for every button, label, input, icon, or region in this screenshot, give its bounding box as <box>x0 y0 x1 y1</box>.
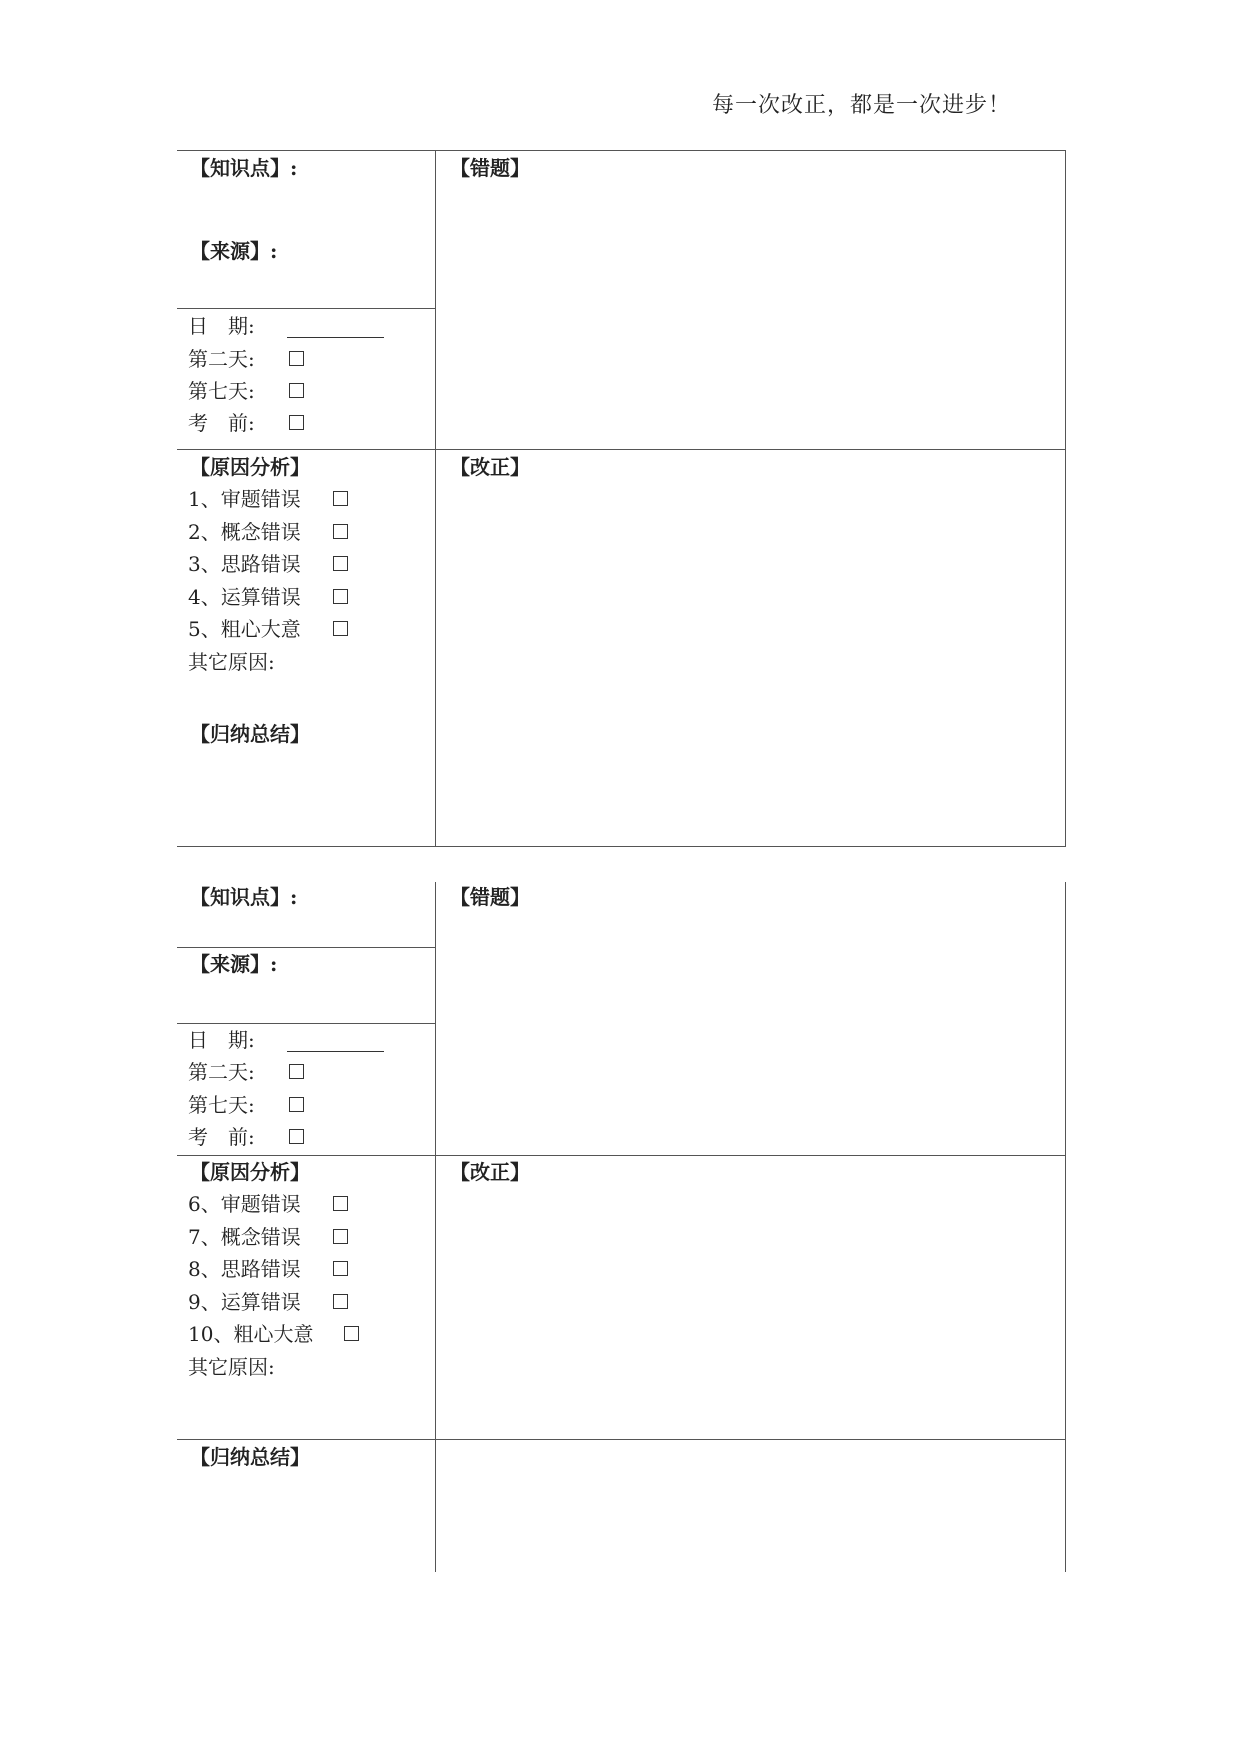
sheet2-right-border <box>1065 882 1066 1572</box>
reason-checkbox[interactable] <box>344 1326 359 1341</box>
reason-item: 5、粗心大意 <box>188 617 301 641</box>
date-field[interactable] <box>287 336 384 338</box>
sheet2-knowledge-divider <box>177 947 435 948</box>
reason-checkbox[interactable] <box>333 1229 348 1244</box>
exam-checkbox[interactable] <box>289 415 304 430</box>
sheet2-summary-divider <box>177 1439 1066 1440</box>
reason-item: 1、审题错误 <box>188 487 301 511</box>
reason-item: 2、概念错误 <box>188 520 301 544</box>
correction-area[interactable] <box>436 480 1065 845</box>
day2-checkbox[interactable] <box>289 351 304 366</box>
reason-item: 10、粗心大意 <box>188 1322 314 1346</box>
correction-label: 【改正】 <box>450 455 530 479</box>
day2-label: 第二天: <box>188 1060 255 1084</box>
reason-checkbox[interactable] <box>333 524 348 539</box>
day7-label: 第七天: <box>188 1093 255 1117</box>
wrong-question-area[interactable] <box>436 910 1065 1154</box>
sheet1-top-border <box>177 150 1066 151</box>
date-label: 日 期: <box>188 1028 255 1052</box>
day2-checkbox[interactable] <box>289 1064 304 1079</box>
source-label: 【来源】: <box>190 239 278 263</box>
reason-checkbox[interactable] <box>333 589 348 604</box>
knowledge-point-label: 【知识点】: <box>190 885 298 909</box>
cause-analysis-label: 【原因分析】 <box>190 1160 310 1184</box>
wrong-question-label: 【错题】 <box>450 885 530 909</box>
day7-label: 第七天: <box>188 379 255 403</box>
knowledge-point-label: 【知识点】: <box>190 156 298 180</box>
reason-item: 3、思路错误 <box>188 552 301 576</box>
exam-checkbox[interactable] <box>289 1129 304 1144</box>
correction-area[interactable] <box>436 1185 1065 1438</box>
reason-item: 9、运算错误 <box>188 1290 301 1314</box>
sheet1-left-divider <box>177 308 435 309</box>
correction-label: 【改正】 <box>450 1160 530 1184</box>
summary-label: 【归纳总结】 <box>190 722 310 746</box>
sheet2-row-divider <box>177 1155 1066 1156</box>
reason-checkbox[interactable] <box>333 1294 348 1309</box>
sheet1-row-divider <box>177 449 1066 450</box>
day7-checkbox[interactable] <box>289 1097 304 1112</box>
wrong-question-area[interactable] <box>436 180 1065 448</box>
reason-item: 8、思路错误 <box>188 1257 301 1281</box>
reason-checkbox[interactable] <box>333 621 348 636</box>
date-label: 日 期: <box>188 314 255 338</box>
wrong-question-label: 【错题】 <box>450 156 530 180</box>
other-reason-label: 其它原因: <box>188 650 275 674</box>
summary-label: 【归纳总结】 <box>190 1445 310 1469</box>
reason-checkbox[interactable] <box>333 556 348 571</box>
reason-checkbox[interactable] <box>333 1261 348 1276</box>
sheet1-bottom-border <box>177 846 1066 847</box>
exam-label: 考 前: <box>188 1125 255 1149</box>
summary-area[interactable] <box>436 1441 1065 1571</box>
reason-checkbox[interactable] <box>333 1196 348 1211</box>
sheet2-source-divider <box>177 1023 435 1024</box>
exam-label: 考 前: <box>188 411 255 435</box>
source-label: 【来源】: <box>190 952 278 976</box>
reason-item: 6、审题错误 <box>188 1192 301 1216</box>
reason-checkbox[interactable] <box>333 491 348 506</box>
cause-analysis-label: 【原因分析】 <box>190 455 310 479</box>
day2-label: 第二天: <box>188 347 255 371</box>
sheet1-right-border <box>1065 150 1066 847</box>
reason-item: 7、概念错误 <box>188 1225 301 1249</box>
day7-checkbox[interactable] <box>289 383 304 398</box>
other-reason-label: 其它原因: <box>188 1355 275 1379</box>
motto: 每一次改正，都是一次进步！ <box>712 93 1012 118</box>
reason-item: 4、运算错误 <box>188 585 301 609</box>
date-field[interactable] <box>287 1050 384 1052</box>
